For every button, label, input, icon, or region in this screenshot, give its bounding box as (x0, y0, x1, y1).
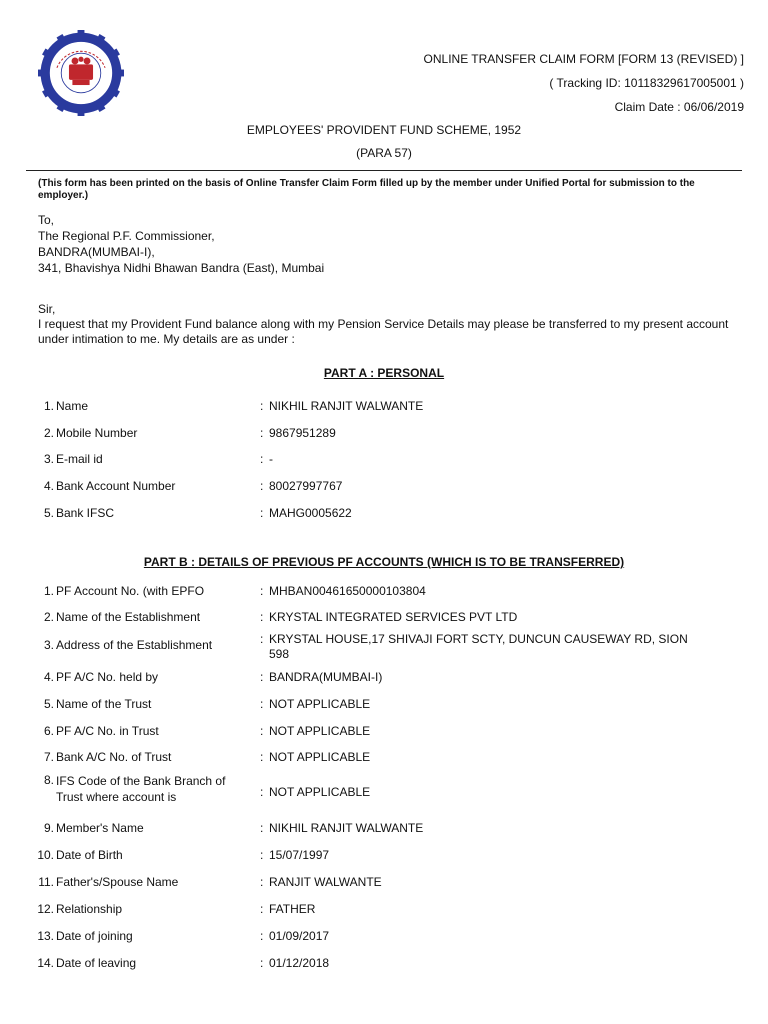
row-number: 11. (38, 875, 54, 889)
row-label: Bank Account Number (56, 479, 176, 493)
salutation: Sir, (38, 302, 56, 316)
row-colon: : (260, 584, 264, 598)
emblem-icon (69, 57, 93, 85)
row-label: Father's/Spouse Name (56, 875, 179, 889)
print-note: (This form has been printed on the basis of Online Transfer Claim Form filled up by the member under Unified Portal for submission to the employer.) (38, 178, 695, 201)
row-colon: : (260, 670, 264, 684)
claim-date: Claim Date : 06/06/2019 (614, 100, 744, 114)
row-value: 9867951289 (269, 426, 336, 440)
row-number: 13. (37, 929, 54, 943)
row-colon: : (260, 610, 264, 624)
row-colon: : (260, 956, 264, 970)
row-value: MAHG0005622 (269, 506, 352, 520)
row-number: 5. (43, 697, 54, 711)
row-label: Date of joining (56, 929, 133, 943)
row-number: 6. (43, 724, 54, 738)
request-body (38, 302, 738, 347)
row-colon: : (260, 479, 264, 493)
row-label: Name (56, 399, 89, 413)
form-title: ONLINE TRANSFER CLAIM FORM [FORM 13 (REVISED) ] (423, 52, 744, 66)
row-colon: : (260, 724, 264, 738)
row-colon: : (260, 399, 264, 413)
row-value: MHBAN00461650000103804 (269, 584, 426, 598)
row-number: 3. (43, 638, 54, 652)
row-number: 9. (43, 821, 54, 835)
header-divider (26, 170, 742, 171)
row-value: 15/07/1997 (269, 848, 330, 862)
row-label: Bank A/C No. of Trust (56, 750, 172, 764)
row-number: 2. (43, 426, 54, 440)
address-line-2: BANDRA(MUMBAI-I), (38, 245, 155, 259)
row-label: Member's Name (56, 821, 144, 835)
row-value: NIKHIL RANJIT WALWANTE (269, 399, 424, 413)
row-value: RANJIT WALWANTE (269, 875, 382, 889)
row-colon: : (260, 452, 264, 466)
row-colon: : (260, 848, 264, 862)
row-number: 10. (37, 848, 54, 862)
row-number: 1. (43, 399, 54, 413)
row-value: 01/12/2018 (269, 956, 330, 970)
row-colon: : (260, 902, 264, 916)
row-colon: : (260, 785, 264, 799)
row-value: NOT APPLICABLE (269, 724, 371, 738)
row-colon: : (260, 632, 264, 646)
row-number: 12. (37, 902, 54, 916)
row-label: Address of the Establishment (56, 638, 213, 652)
part-a-title: PART A : PERSONAL (323, 366, 445, 380)
row-label: Name of the Trust (56, 697, 152, 711)
row-label: Mobile Number (56, 426, 138, 440)
row-label: E-mail id (56, 452, 103, 466)
row-colon: : (260, 426, 264, 440)
row-label: PF Account No. (with EPFO (56, 584, 205, 598)
row-value: KRYSTAL INTEGRATED SERVICES PVT LTD (269, 610, 518, 624)
row-colon: : (260, 697, 264, 711)
row-label: Date of Birth (56, 848, 123, 862)
row-colon: : (260, 929, 264, 943)
row-label: IFS Code of the Bank Branch of Trust where account is (56, 774, 226, 804)
epfo-logo (38, 30, 124, 116)
request-text: I request that my Provident Fund balance along with my Pension Service Details may please be transferred to my present account under intimation to me. My details are as under : (38, 317, 729, 346)
row-number: 4. (43, 479, 54, 493)
row-number: 4. (43, 670, 54, 684)
row-number: 5. (43, 506, 54, 520)
row-value: NOT APPLICABLE (269, 750, 371, 764)
address-to: To, (38, 213, 55, 227)
row-label: Name of the Establishment (56, 610, 201, 624)
row-value: 80027997767 (269, 479, 343, 493)
row-number: 14. (37, 956, 54, 970)
row-number: 7. (43, 750, 54, 764)
row-number: 3. (43, 452, 54, 466)
row-number: 1. (43, 584, 54, 598)
addressee-block (38, 212, 324, 276)
para-reference: (PARA 57) (356, 146, 412, 160)
row-value: 01/09/2017 (269, 929, 330, 943)
row-value: NIKHIL RANJIT WALWANTE (269, 821, 424, 835)
row-number: 8. (43, 773, 54, 787)
row-label: Bank IFSC (56, 506, 115, 520)
row-label: Date of leaving (56, 956, 137, 970)
row-colon: : (260, 821, 264, 835)
row-value: KRYSTAL HOUSE,17 SHIVAJI FORT SCTY, DUNCUN CAUSEWAY RD, SION 598 (269, 632, 688, 661)
row-value: NOT APPLICABLE (269, 785, 371, 799)
row-label: PF A/C No. held by (56, 670, 159, 684)
row-number: 2. (43, 610, 54, 624)
address-line-1: The Regional P.F. Commissioner, (38, 229, 215, 243)
row-colon: : (260, 506, 264, 520)
row-value: FATHER (269, 902, 316, 916)
row-label: Relationship (56, 902, 123, 916)
row-colon: : (260, 875, 264, 889)
row-value: NOT APPLICABLE (269, 697, 371, 711)
row-value: BANDRA(MUMBAI-I) (269, 670, 383, 684)
row-label: PF A/C No. in Trust (56, 724, 159, 738)
row-colon: : (260, 750, 264, 764)
address-line-3: 341, Bhavishya Nidhi Bhawan Bandra (East), Mumbai (38, 261, 325, 275)
part-b-title: PART B : DETAILS OF PREVIOUS PF ACCOUNTS (WHICH IS TO BE TRANSFERRED) (143, 555, 625, 569)
tracking-id: ( Tracking ID: 10118329617005001 ) (549, 76, 744, 90)
row-value: - (269, 452, 273, 466)
scheme-title: EMPLOYEES' PROVIDENT FUND SCHEME, 1952 (246, 123, 522, 137)
